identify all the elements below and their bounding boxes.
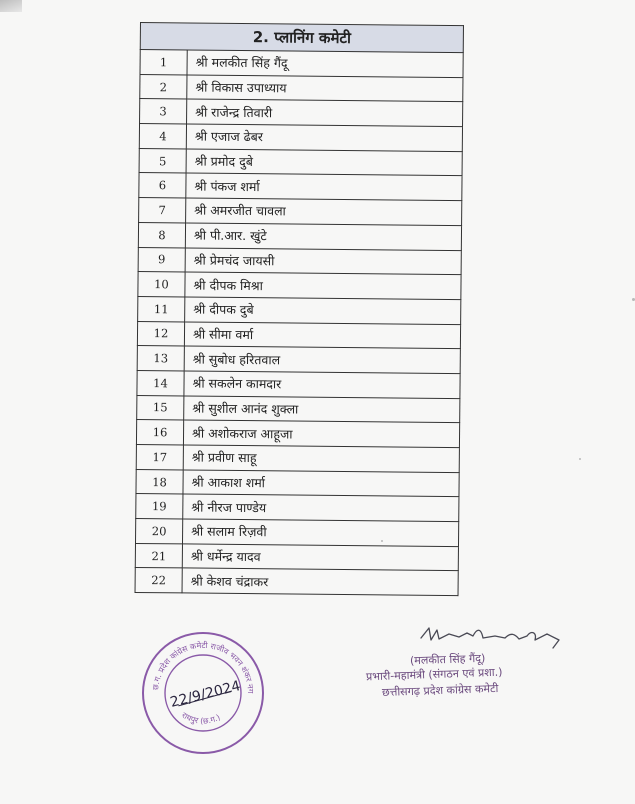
member-row xyxy=(137,370,460,398)
member-name: श्री प्रेमचंद जायसी xyxy=(185,247,461,274)
member-row xyxy=(137,395,460,423)
member-serial-number: 10 xyxy=(138,272,185,297)
member-serial-number: 20 xyxy=(135,519,182,544)
member-row xyxy=(137,346,460,374)
member-row xyxy=(139,124,462,152)
member-row xyxy=(136,444,459,472)
planning-committee-table xyxy=(135,22,464,596)
member-name: श्री राजेन्द्र तिवारी xyxy=(187,99,463,126)
stamp-date: 22/9/2024 xyxy=(168,678,243,711)
member-serial-number: 22 xyxy=(135,568,182,593)
member-serial-number: 7 xyxy=(139,198,186,223)
member-serial-number: 12 xyxy=(137,321,184,346)
signatory-designation: प्रभारी-महामंत्री (संगठन एवं प्रशा.) xyxy=(365,665,503,684)
member-name: श्री विकास उपाध्याय xyxy=(187,75,463,102)
scan-speck xyxy=(579,458,581,460)
member-row xyxy=(137,321,460,349)
member-row xyxy=(136,469,459,497)
member-row xyxy=(138,272,461,300)
member-list xyxy=(135,50,463,596)
member-serial-number: 8 xyxy=(138,222,185,247)
member-name: श्री नीरज पाण्डेय xyxy=(183,494,459,521)
member-serial-number: 1 xyxy=(140,50,187,75)
member-serial-number: 11 xyxy=(138,296,185,321)
member-serial-number: 21 xyxy=(135,543,182,568)
member-name: श्री दीपक मिश्रा xyxy=(185,272,461,299)
member-row xyxy=(140,50,463,78)
member-serial-number: 16 xyxy=(136,420,183,445)
member-row xyxy=(139,173,462,201)
member-row xyxy=(135,519,458,547)
member-row xyxy=(138,247,461,275)
member-name: श्री धर्मेन्द्र यादव xyxy=(182,544,458,571)
member-name: श्री प्रमोद दुबे xyxy=(186,149,462,176)
member-name: श्री सुबोध हरितवाल xyxy=(184,346,460,373)
member-serial-number: 9 xyxy=(138,247,185,272)
member-row xyxy=(136,420,459,448)
member-name: श्री सुशील आनंद शुक्ला xyxy=(184,396,460,423)
member-row xyxy=(139,148,462,176)
signatory-name: (मलकीत सिंह गैंदू) xyxy=(409,651,486,668)
member-name: श्री केशव चंद्राकर xyxy=(182,568,458,595)
member-serial-number: 2 xyxy=(140,74,187,99)
member-serial-number: 4 xyxy=(139,124,186,149)
member-name: श्री पंकज शर्मा xyxy=(186,173,462,200)
handwritten-signature xyxy=(415,624,565,654)
member-name: श्री दीपक दुबे xyxy=(185,297,461,324)
member-row xyxy=(138,222,461,250)
member-row xyxy=(135,568,458,596)
stamp-outer-text: छ.ग. प्रदेश कांग्रेस कमेटी राजीव भवन शंकर नग xyxy=(151,640,256,694)
member-name: श्री सलाम रिज़वी xyxy=(182,519,458,546)
member-name: श्री सकलेन कामदार xyxy=(184,371,460,398)
member-name: श्री अमरजीत चावला xyxy=(186,198,462,225)
member-name: श्री मलकीत सिंह गैंदू xyxy=(187,50,463,77)
member-row xyxy=(138,296,461,324)
member-name: श्री अशोकराज आहूजा xyxy=(183,420,459,447)
member-serial-number: 19 xyxy=(136,494,183,519)
svg-text:रायपुर (छ.ग.) xyxy=(180,710,222,725)
page-corner-fold xyxy=(0,0,22,12)
member-row xyxy=(140,99,463,127)
committee-title: 2. प्लानिंग कमेटी xyxy=(140,23,463,53)
member-serial-number: 15 xyxy=(137,395,184,420)
member-name: श्री पी.आर. खुंटे xyxy=(185,223,461,250)
member-serial-number: 14 xyxy=(137,370,184,395)
member-serial-number: 3 xyxy=(140,99,187,124)
member-name: श्री प्रवीण साहू xyxy=(183,445,459,472)
member-row xyxy=(135,543,458,571)
stamp-city: रायपुर (छ.ग.) xyxy=(180,710,222,726)
member-row xyxy=(136,494,459,522)
member-serial-number: 13 xyxy=(137,346,184,371)
member-serial-number: 18 xyxy=(136,469,183,494)
member-serial-number: 17 xyxy=(136,444,183,469)
scan-speck xyxy=(381,540,383,542)
office-seal-stamp xyxy=(140,630,266,756)
member-name: श्री सीमा वर्मा xyxy=(184,322,460,349)
member-serial-number: 6 xyxy=(139,173,186,198)
member-name: श्री आकाश शर्मा xyxy=(183,470,459,497)
signatory-organization: छत्तीसगढ़ प्रदेश कांग्रेस कमेटी xyxy=(381,681,499,700)
member-row xyxy=(139,198,462,226)
member-row xyxy=(140,74,463,102)
member-name: श्री एजाज ढेबर xyxy=(186,124,462,151)
member-serial-number: 5 xyxy=(139,148,186,173)
